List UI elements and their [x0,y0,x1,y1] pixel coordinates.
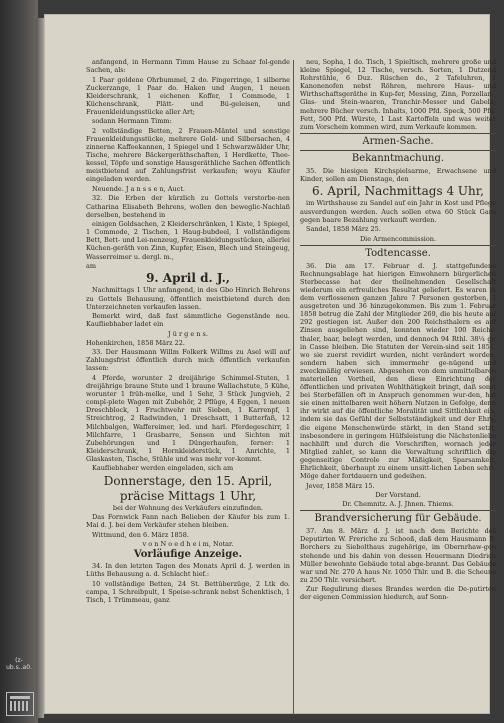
right-column-block: Sandel, 1858 März 25. [306,225,381,234]
right-column-block: Armen-Sache. [362,135,434,147]
left-column-block: 2 vollständige Betten, 2 Frauen-Mäntel und sonstige Frauenkleidungsstücke, mehrere Gold- und Silbersachen, 4 zinnerne Kaffeekannen, 1 Spiegel und 1 Schwarzwälder Uhr, Tische, mehrere Bäckergeräthschaften, 1 Herdkette, Thee-kessel, Töpfe und sonstige Hausgeräthliche Sachen öffentlich meistbietend auf Zahlungsfrist verkaufen; woyu Käufer eingeladen werden. [86,126,290,184]
section-rule [300,150,496,151]
left-column-block: Wittmund, den 6. März 1858. [92,530,189,539]
left-column-block: Das Fornwick Fann nach Belieben der Käufer bis zum 1. Mai d. J. bei dem Verkäufer stehen bleiben. [86,512,290,530]
right-column-block: 6. April, Nachmittags 4 Uhr, [312,184,484,199]
left-column-block: 32. Die Erben der kürzlich zu Gottels verstorbe-nen Catharina Elisabeth Behrens, wollen den beweglic-Nachlaß derselben, bestehend in [86,194,290,219]
right-column [300,58,496,603]
left-column-block: Bemerkt wird, daß fast sämmtliche Gegenstände neu. Kaufliebhaber ladet ein [86,312,290,329]
left-column-block: sodann Hermann Timm: [92,117,172,126]
left-column-block: am [86,261,97,270]
column-divider [293,60,294,715]
newspaper-page [44,14,496,714]
left-column-block: bei der Wohnung des Verkäufers einzufinden. [112,503,264,512]
right-column-block: neu, Sopha, 1 do. Tisch, 1 Spieltisch, mehrere große und kleine Spiegel, 12 Tische, versch. Sorten, 1 Dutzend Rohrstühle, 6 Duz. Rüschen do., 2 Tafeluhren, 1 Kanonenofen nebst Röhren, mehrere Haus- und Wirthschaftsgeräthe in Kup-fer, Messing, Zinn, Porzellan-, Glas- und Stein-waaren, Tranchir-Messer und Gabeln, mehrere Bücher versch. Inhalts, 1000 Pfd. Speck, 500 Pfd. Fett, 500 Pfd. Würste, 1 Last Kartoffeln und was weiter zum Vorschein kommen wird, zum Verkaufe kommen. [300,58,496,131]
left-column-block: Nachmittags 1 Uhr anfangend, in des Gbo Hinrich Behrens zu Gottels Behausung, öffentlich meistbietend durch den Unterzeichneten verkaufen lassen. [86,286,290,311]
right-column-block: Zur Regulirung dieses Brandes werden die De-putirten der eigenen Commission hiedurch, auf Sonn- [300,585,496,602]
left-column-block: präcise Mittags 1 Uhr, [119,488,257,503]
left-column-block: v o n N o e d h e i m, Notar. [142,540,234,549]
page-gutter-shadow [36,18,44,718]
left-column-block: 9. April d. J., [146,271,230,286]
left-column-block: J ü r g e n s. [168,329,208,338]
right-column-block: 37. Am 8. März d. J. ist nach dem Berichte des Deputirten W. Freriche zu Schooß, daß dem Hausmann B. Borchers zu Siebolthaus zugehörige, im Obernrhaw-gen stehende und bis dahin von dessen Heuermann Diedrich Müller bewohnte Gebäude total abge-brannt. Das Gebäude war und Nr. 270 A haus Nr. 1050 Thlr. und B. die Scheune zu 250 Thlr. versichert. [300,527,496,584]
section-rule [300,245,496,246]
book-binding-edge [0,0,38,723]
left-column-block: Donnerstage, den 15. April, [103,473,273,488]
left-column-block: 1 Paar goldene Ohrbummel, 2 do. Fingerringe, 1 silberne Zuckerzange, 1 Paar do. Haken und Augen, 1 neuen Kleiderschrank, 1 eichenen Koffer, 1 Commode, 1 Küchenschrank, Plätt- und Bü-geleisen, und Frauenkleidungsstücke aller Art; [86,75,290,116]
left-column-block: 4 Pferde, worunter 2 dreijährige Schimmel-Stuten, 1 dreijährige braune Stute und 1 braune Wallachstute, 5 Kühe, worunter 1 früh-melke, und 1 Sehr, 3 Stück Jungvieh, 2 compl-plete Wagen mit Zubehör, 2 Pflüge, 4 Eggen, 1 neuen Dreschblock, 1 Fruchtwehr mit Sieben, 1 Karrenpf, 1 Streichtrog, 2 Radwinden, 1 Dreschsatt, 1 Butterfaß, 12 Milchbalgen, Waffereimer, led. und harl. Pferdegeschirr, 1 Milchfarre, 1 Grasbarre, Sensen und Sichten mit Zubehörungen und 1 Düngerhaufen, ferner: 1 Kleiderschrank, 1 Hornkleiderstück, 1 Anrichte, 1 Glaskasten, Tische, Stühle und was mehr vor-kommt. [86,373,290,463]
right-column-block: Dr. Chemnitz. A. J. Jhnen. Thiems. [342,500,454,509]
left-column-block: Neuende. J a n s s e n, Auct. [92,184,185,193]
scan-side-reference: (z-ub.s..a0. [6,657,32,671]
left-column-block: 10 vollständige Betten, 24 St. Bettüberzüge, 2 Ltk do. campa, 1 Schreibpult, 1 Speise-schrank nebst Schenktisch, 1 Tisch, 1 Trümmeau, ganz [86,579,290,604]
right-column-block: Jever, 1858 März 15. [306,481,375,490]
right-column-block: Brandversicherung für Gebäude. [314,513,482,525]
left-column-block: Kaufliebhaber werden eingeladen, sich am [92,464,234,473]
section-rule [300,133,496,134]
right-column-block: Bekanntmachung. [351,152,445,164]
left-column-block: anfangend, in Hermann Timm Hause zu Schaar fol-gende Sachen, als: [86,58,290,75]
left-column-block: 33. Der Hausmann Willm Folkerk Willms zu Asel will auf Zahlungsfrist öffentlich durch mich öffentlich verkaufen lassen: [86,348,290,373]
left-column-block: Hohenkirchen, 1858 März 22. [86,338,185,347]
right-column-block: im Wirthshause zu Sandel auf ein Jahr in Kost und Pflege ausverdungen werden. Auch sollen etwa 60 Stück Garn gegen baare Bezahlung verkauft werden. [300,199,496,224]
section-rule [300,510,496,511]
left-column-block: Vorläufige Anzeige. [133,549,243,561]
left-column [86,58,290,605]
right-column-block: Todtencasse. [365,247,431,259]
right-column-block: Die Armencommission. [359,234,437,243]
left-column-block: einigen Goldsachen, 2 Kleiderschränken, 1 Kiste, 1 Spiegel, 1 Commode, 2 Tischen, 1 Haug-bubdeel, 1 vollständigem Bett, Bett- und Lei-nenzeug, Frauenkleidungsstücken, allerlei Küchen-geräth von Zinn, Kupfer, Eisen, Blech und Steingeug, Wasserreimer u. dergl. m., [86,220,290,261]
right-column-block: Der Vorstand. [375,491,421,500]
left-column-block: 34. In den letzten Tagen des Monats April d. J. werden in Lüths Behausung a. d. Schlacht hief.: [86,562,290,579]
library-logo-icon [6,692,34,716]
right-column-block: 35. Die hiesigen Kirchspielsarme, Erwachsene und Kinder, sollen am Dienstage, den [300,166,496,183]
right-column-block: 36. Die am 17. Februar d. J. stattgefundene Rechnungsablage hat hierigen Einwohnern bürgerlichen Sterbecasse hat der theilnehmenden Gesellschaft wiederum ein erfreuliches Resultat geliefert. Es waren in dem verflossenen ganzen Jahre 7 Personen gestorben, 2 ausgetreten und 36 hinzugekommen. Bis zum 1. Februar 1858 betrug die Zahl der Mitglieder 269, die bis heute auf 292 gestiegen ist. Außer den 200 Reichsthalern es auf Zinsen ausgeliehen sind, konnten wieder 100 Reichs-thaler, baar, belegt werden, und dennoch 94 Rthl. 38¼ gr. in Casse bleiben. Die Statuten der Verein-sind seit 1851, wo sie zuerst revidirt wurden, nicht verändert worden, sondern haben sich immermehr ge-nügend und zweckmäßig erwiesen. Abgesehen von dem unmittelbaren materiellen Vortheil, den diese Einrichtung der öffentlichen und privaten Wohlthätigkeit bringt, daß sonst bei Sterbefällen oft in Anspruch genommen wur-den, hat sie einen mittelbaren weit höhern Nutzen in Gefolge, denn ihr wirkt auf die öffentliche Moralität und Sittlichkeit ein, indem sie das Gefühl der Selbstständigkeit und der Ehre, die eigene Menschenwürde stärkt, in den Stand setzt, insbesondere in geringem Hülfsleistung die Nächstenliebe nachhilft und durch die Vorschriften, wornach jeder Mitglied zahlet, so kann die Verwaltung schriftlich die gegenseitige Controle zur Mäßigkeit, Sparsamkeit, Ehrlichkeit, überhaupt zu einem unsitt-lichen Leben sehrt. Möge daher fortdauern und gedeihen. [300,261,496,481]
